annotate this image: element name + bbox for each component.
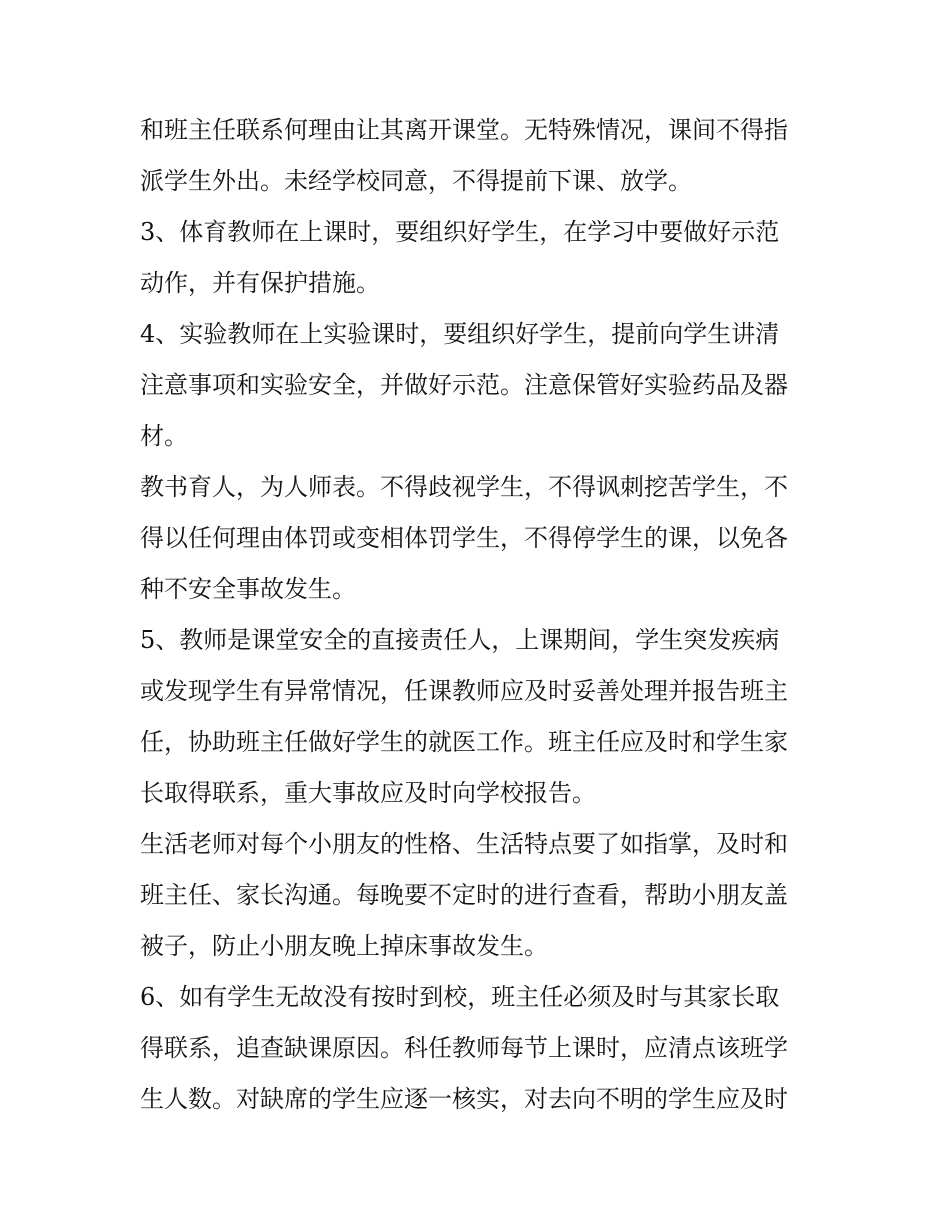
- text-line: 班主任、家长沟通。每晚要不定时的进行查看，帮助小朋友盖: [140, 881, 788, 909]
- text-line: 任，协助班主任做好学生的就医工作。班主任应及时和学生家: [140, 728, 788, 756]
- text-line: 教书育人，为人师表。不得歧视学生，不得讽刺挖苦学生，不: [140, 473, 788, 501]
- text-line: 被子，防止小朋友晚上掉床事故发生。: [140, 932, 548, 960]
- document-body: [140, 105, 820, 1125]
- text-line: 6、如有学生无故没有按时到校，班主任必须及时与其家长取: [140, 983, 780, 1011]
- text-line: 得联系，追查缺课原因。科任教师每节上课时，应清点该班学: [140, 1034, 788, 1062]
- text-line: 材。: [140, 422, 188, 450]
- text-line: 5、教师是课堂安全的直接责任人，上课期间，学生突发疾病: [140, 626, 780, 654]
- text-line: 3、体育教师在上课时，要组织好学生，在学习中要做好示范: [140, 218, 780, 246]
- text-line: 和班主任联系何理由让其离开课堂。无特殊情况，课间不得指: [140, 116, 788, 144]
- text-line: 4、实验教师在上实验课时，要组织好学生，提前向学生讲清: [140, 320, 780, 348]
- text-line: 生人数。对缺席的学生应逐一核实，对去向不明的学生应及时: [140, 1085, 788, 1113]
- text-line: 动作，并有保护措施。: [140, 269, 380, 297]
- text-line: 种不安全事故发生。: [140, 575, 356, 603]
- text-line: 派学生外出。未经学校同意，不得提前下课、放学。: [140, 167, 692, 195]
- text-line: 或发现学生有异常情况，任课教师应及时妥善处理并报告班主: [140, 677, 788, 705]
- text-line: 注意事项和实验安全，并做好示范。注意保管好实验药品及器: [140, 371, 788, 399]
- text-line: 长取得联系，重大事故应及时向学校报告。: [140, 779, 596, 807]
- text-line: 得以任何理由体罚或变相体罚学生，不得停学生的课，以免各: [140, 524, 788, 552]
- text-line: 生活老师对每个小朋友的性格、生活特点要了如指掌，及时和: [140, 830, 788, 858]
